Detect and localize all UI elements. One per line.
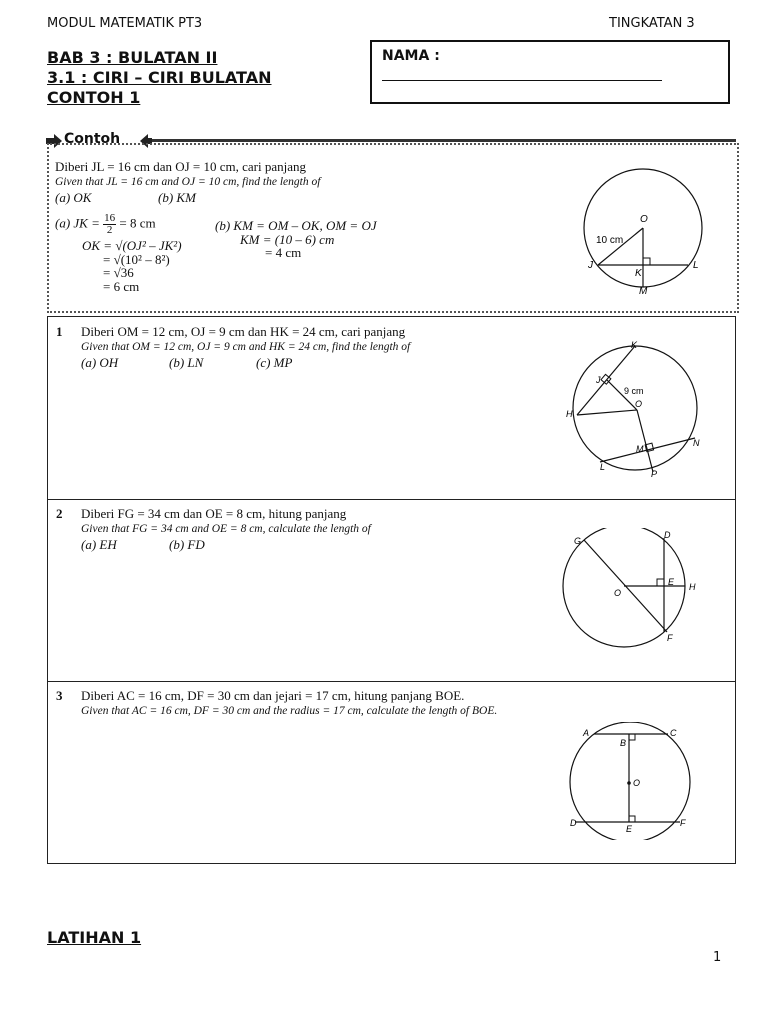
label-o: O bbox=[635, 399, 643, 409]
q1-text-en: Given that OM = 12 cm, OJ = 9 cm and HK = 24 cm, find the length of bbox=[81, 341, 411, 353]
fraction-numerator: 16 bbox=[104, 212, 116, 224]
q2-text-ms: Diberi FG = 34 cm dan OE = 8 cm, hitung panjang bbox=[81, 506, 347, 521]
chapter-title: BAB 3 : BULATAN II bbox=[47, 48, 218, 67]
label-d: D bbox=[664, 530, 671, 540]
q1-part-c: (c) MP bbox=[256, 355, 293, 370]
segment-oh bbox=[577, 410, 637, 415]
label-a: A bbox=[583, 728, 590, 738]
solution-a-line1 bbox=[55, 213, 156, 236]
solution-a-line2: OK = √(OJ² – JK²) bbox=[82, 238, 182, 253]
solution-a-line3: = √(10² – 8²) bbox=[103, 252, 170, 267]
label-e: E bbox=[668, 577, 675, 587]
label-o: O bbox=[640, 214, 648, 225]
q3-text-ms: Diberi AC = 16 cm, DF = 30 cm dan jejari = 17 cm, hitung panjang BOE. bbox=[81, 688, 465, 703]
label-j: J bbox=[596, 375, 601, 385]
module-header: MODUL MATEMATIK PT3 bbox=[47, 16, 203, 31]
fraction-denominator: 2 bbox=[106, 224, 113, 236]
label-l: L bbox=[600, 462, 606, 472]
right-angle-mark bbox=[629, 816, 635, 822]
name-label: NAMA : bbox=[382, 48, 440, 64]
section-title: 3.1 : CIRI – CIRI BULATAN bbox=[47, 68, 272, 87]
q1-part-a: (a) OH bbox=[81, 355, 119, 370]
example-title: CONTOH 1 bbox=[47, 88, 141, 107]
solution-a-line5: = 6 cm bbox=[103, 279, 140, 294]
right-angle-mark bbox=[643, 258, 650, 265]
exercise-title: LATIHAN 1 bbox=[47, 928, 142, 947]
label-f: F bbox=[680, 818, 686, 828]
contoh-circle-diagram bbox=[580, 160, 710, 300]
q1-circle-diagram bbox=[560, 338, 710, 482]
label-m: M bbox=[639, 286, 648, 297]
name-line bbox=[382, 80, 662, 81]
label-length: 9 cm bbox=[624, 386, 644, 396]
right-angle-mark bbox=[629, 734, 635, 740]
q3-circle-diagram bbox=[560, 722, 700, 840]
segment-op bbox=[637, 410, 653, 472]
form-header: TINGKATAN 3 bbox=[609, 16, 695, 31]
label-n: N bbox=[693, 438, 700, 448]
solution-a-line4: = √36 bbox=[103, 265, 134, 280]
solution-b-line2: KM = (10 – 6) cm bbox=[240, 232, 335, 247]
row-divider bbox=[47, 681, 736, 682]
page-number: 1 bbox=[713, 950, 722, 965]
label-b: B bbox=[620, 738, 627, 748]
label-k: K bbox=[635, 268, 642, 279]
label-g: G bbox=[574, 536, 582, 546]
label-o: O bbox=[614, 588, 622, 598]
label-o: O bbox=[633, 778, 641, 788]
label-m: M bbox=[636, 444, 644, 454]
q3-number: 3 bbox=[56, 688, 63, 703]
radius-oj bbox=[598, 228, 643, 265]
q2-part-a: (a) EH bbox=[81, 537, 117, 552]
q2-text-en: Given that FG = 34 cm and OE = 8 cm, calculate the length of bbox=[81, 523, 371, 535]
sol-a-jk-result: = 8 cm bbox=[119, 215, 156, 231]
center-point bbox=[627, 781, 631, 785]
chord-hk bbox=[577, 346, 635, 415]
banner-rule bbox=[152, 139, 736, 142]
label-k: K bbox=[631, 340, 638, 350]
label-length: 10 cm bbox=[596, 235, 624, 246]
label-p: P bbox=[651, 469, 658, 479]
contoh-question-en: Given that JL = 16 cm and OJ = 10 cm, find the length of bbox=[55, 176, 321, 188]
q1-text-ms: Diberi OM = 12 cm, OJ = 9 cm dan HK = 24 cm, cari panjang bbox=[81, 324, 406, 339]
solution-b-line1: (b) KM = OM – OK, OM = OJ bbox=[215, 218, 377, 233]
contoh-question-ms: Diberi JL = 16 cm dan OJ = 10 cm, cari panjang bbox=[55, 159, 307, 174]
q2-part-b: (b) FD bbox=[169, 537, 205, 552]
label-j: J bbox=[588, 260, 593, 271]
label-h: H bbox=[689, 582, 696, 592]
q1-number: 1 bbox=[56, 324, 63, 339]
contoh-part-a: (a) OK bbox=[55, 190, 92, 205]
label-c: C bbox=[670, 728, 677, 738]
solution-b-line3: = 4 cm bbox=[265, 245, 302, 260]
q3-text-en: Given that AC = 16 cm, DF = 30 cm and the radius = 17 cm, calculate the length of BOE. bbox=[81, 705, 498, 717]
right-angle-mark bbox=[657, 579, 664, 586]
label-d: D bbox=[570, 818, 577, 828]
q1-part-b: (b) LN bbox=[169, 355, 204, 370]
label-l: L bbox=[693, 260, 699, 271]
contoh-part-b: (b) KM bbox=[158, 190, 196, 205]
q2-number: 2 bbox=[56, 506, 63, 521]
label-f: F bbox=[667, 633, 673, 643]
q2-circle-diagram bbox=[560, 528, 710, 656]
name-box bbox=[370, 40, 730, 104]
contoh-label: Contoh bbox=[64, 131, 121, 147]
label-e: E bbox=[626, 824, 633, 834]
fraction bbox=[103, 213, 116, 236]
sol-a-jk-label: (a) JK = bbox=[55, 215, 100, 231]
label-h: H bbox=[566, 409, 573, 419]
row-divider bbox=[47, 499, 736, 500]
circle bbox=[563, 528, 685, 647]
